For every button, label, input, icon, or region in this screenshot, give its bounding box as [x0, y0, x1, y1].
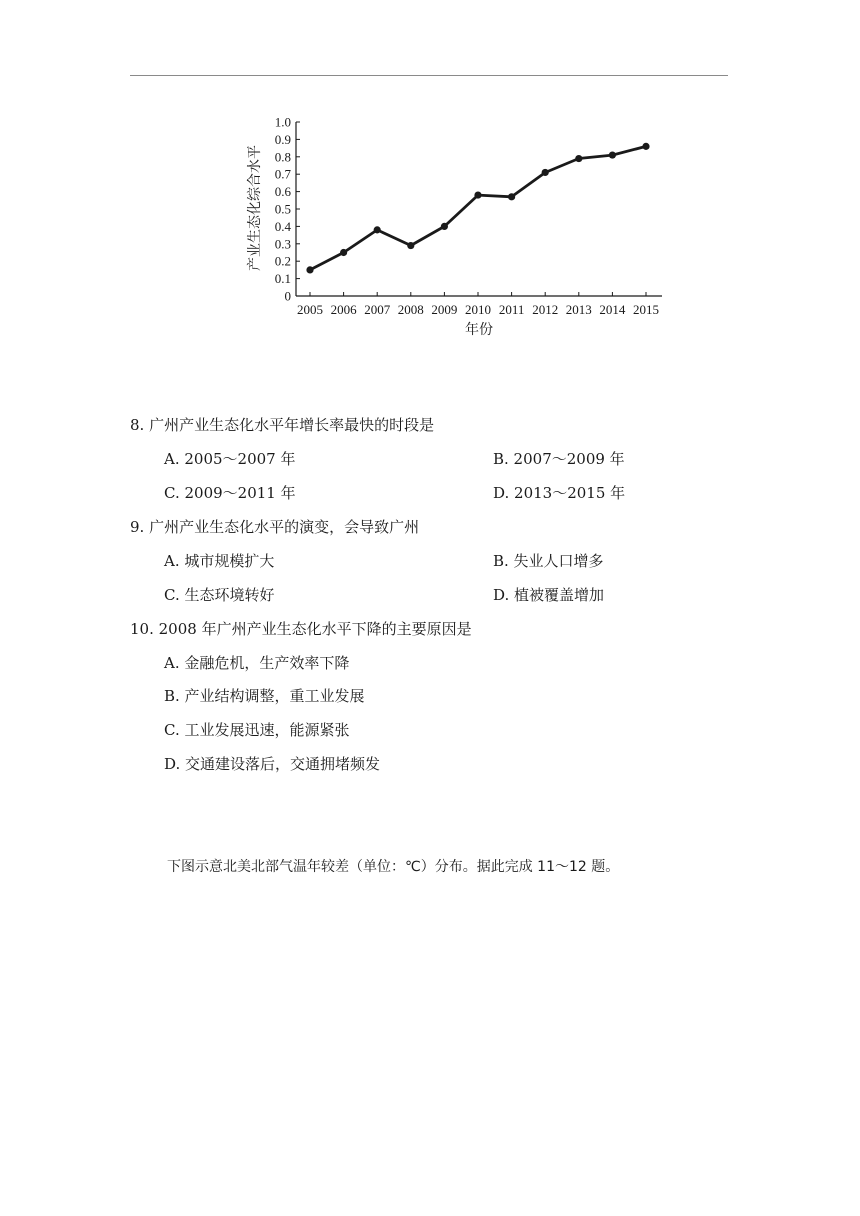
line-chart [240, 110, 680, 350]
x-tick-label: 2005 [297, 302, 323, 317]
y-tick-label: 1.0 [274, 114, 291, 130]
x-tick-label: 2010 [465, 302, 491, 317]
y-tick-label: 0.7 [274, 166, 291, 182]
x-tick-label: 2011 [498, 302, 525, 317]
y-tick-label: 0.1 [274, 271, 291, 287]
question-9-stem: 9. 广州产业生态化水平的演变，会导致广州 [130, 518, 420, 536]
question-10-option-c: C. 工业发展迅速，能源紧张 [164, 721, 350, 739]
data-point [407, 242, 414, 249]
question-8-option-d: D. 2013～2015 年 [493, 484, 626, 502]
data-point [474, 191, 481, 198]
section-intro: 下图示意北美北部气温年较差（单位：℃）分布。据此完成 11～12 题。 [167, 859, 620, 875]
y-tick-label: 0.2 [274, 253, 291, 269]
data-point [508, 193, 515, 200]
question-10-option-d: D. 交通建设落后，交通拥堵频发 [164, 755, 381, 773]
data-point [340, 249, 347, 256]
question-10-option-a: A. 金融危机，生产效率下降 [164, 654, 350, 672]
data-point [575, 155, 582, 162]
y-axis-label: 产业生态化综合水平 [248, 145, 263, 271]
series-line [310, 146, 646, 270]
y-tick-label: 0.8 [274, 149, 291, 165]
question-9-option-d: D. 植被覆盖增加 [493, 586, 605, 604]
header-rule [130, 75, 728, 76]
x-tick-label: 2006 [330, 302, 357, 317]
question-10-stem: 10. 2008 年广州产业生态化水平下降的主要原因是 [130, 620, 472, 638]
question-9-option-b: B. 失业人口增多 [493, 552, 604, 570]
question-9-option-c: C. 生态环境转好 [164, 586, 275, 604]
x-tick-label: 2008 [397, 302, 424, 317]
y-tick-label: 0.5 [274, 201, 291, 217]
x-tick-label: 2013 [565, 302, 592, 317]
question-8-option-a: A. 2005～2007 年 [164, 450, 296, 468]
y-tick-label: 0.4 [274, 218, 291, 234]
y-tick-label: 0.6 [274, 184, 291, 200]
data-point [441, 223, 448, 230]
question-8-option-b: B. 2007～2009 年 [493, 450, 625, 468]
x-tick-label: 2012 [532, 302, 559, 317]
y-tick-label: 0.9 [274, 131, 291, 147]
question-10-option-b: B. 产业结构调整，重工业发展 [164, 687, 365, 705]
data-point [609, 151, 616, 158]
data-point [306, 266, 313, 273]
x-tick-label: 2007 [364, 302, 391, 317]
y-tick-label: 0.3 [274, 236, 291, 252]
question-8-stem: 8. 广州产业生态化水平年增长率最快的时段是 [130, 416, 435, 434]
question-9-option-a: A. 城市规模扩大 [164, 552, 275, 570]
question-8-option-c: C. 2009～2011 年 [164, 484, 296, 502]
data-point [642, 143, 649, 150]
data-point [542, 169, 549, 176]
y-tick-label: 0 [284, 288, 291, 304]
x-tick-label: 2015 [633, 302, 659, 317]
data-point [374, 226, 381, 233]
x-tick-label: 2009 [431, 302, 458, 317]
x-tick-label: 2014 [599, 302, 626, 317]
x-axis-label: 年份 [465, 323, 493, 338]
